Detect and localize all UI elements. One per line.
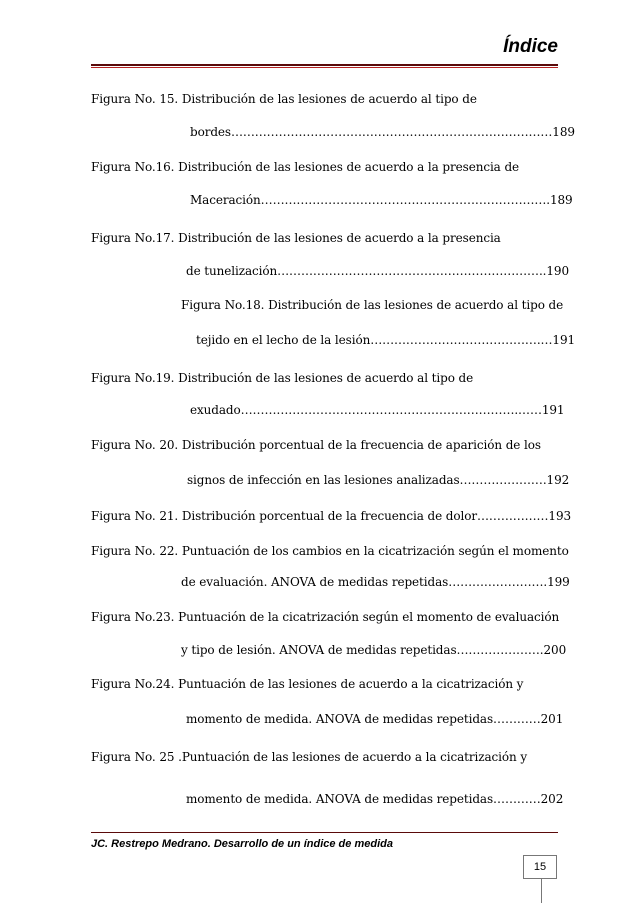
entry-title: Figura No.19. Distribución de las lesiones de acuerdo al tipo de [91,371,474,385]
header-rule [91,64,558,66]
entry-continuation: momento de medida. ANOVA de medidas repetidas…………201 [186,712,564,726]
header-title: Índice [503,36,558,57]
entry-continuation: de tunelización…………………………………………………………..190 [186,264,569,278]
entry-title: Figura No. 22. Puntuación de los cambios en la cicatrización según el momento [91,544,569,558]
entry-title: Figura No.18. Distribución de las lesiones de acuerdo al tipo de [181,298,564,312]
entry-title: Figura No. 15. Distribución de las lesiones de acuerdo al tipo de [91,92,477,106]
footer-text: JC. Restrepo Medrano. Desarrollo de un índice de medida [91,838,393,850]
entry-continuation: de evaluación. ANOVA de medidas repetidas…………………….199 [181,575,570,589]
entry-title: Figura No. 21. Distribución porcentual de la frecuencia de dolor………………193 [91,509,572,523]
header-rule-accent [91,67,558,68]
entry-title: Figura No.23. Puntuación de la cicatrización según el momento de evaluación [91,610,560,624]
entry-title: Figura No.17. Distribución de las lesiones de acuerdo a la presencia [91,231,501,245]
footer-rule [91,832,558,833]
page-number: 15 [523,855,557,879]
entry-continuation: bordes………………………………………………………………………189 [190,125,575,139]
entry-title: Figura No.24. Puntuación de las lesiones de acuerdo a la cicatrización y [91,677,524,691]
entry-continuation: momento de medida. ANOVA de medidas repetidas…………202 [186,792,564,806]
entry-continuation: signos de infección en las lesiones analizadas………………….192 [187,473,570,487]
entry-continuation: exudado…………………………………………………………….……191 [190,403,565,417]
page-number-tick [541,879,542,903]
entry-title: Figura No. 20. Distribución porcentual de la frecuencia de aparición de los [91,438,541,452]
entry-continuation: Maceración……………………………………………………………….189 [190,193,573,207]
entry-continuation: tejido en el lecho de la lesión…………………………………….…191 [196,333,576,347]
entry-title: Figura No.16. Distribución de las lesiones de acuerdo a la presencia de [91,160,520,174]
entry-title: Figura No. 25 .Puntuación de las lesiones de acuerdo a la cicatrización y [91,750,528,764]
entry-continuation: y tipo de lesión. ANOVA de medidas repetidas………………….200 [181,643,567,657]
